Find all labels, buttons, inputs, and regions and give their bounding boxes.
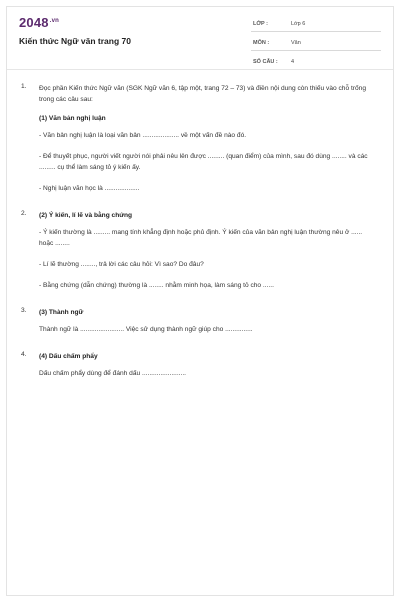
meta-value-class: Lớp 6 <box>291 21 306 27</box>
document-title: Kiến thức Ngữ văn trang 70 <box>19 36 131 46</box>
question-title: (3) Thành ngữ <box>39 309 84 316</box>
site-logo[interactable] <box>19 15 59 30</box>
question-number: 3. <box>21 307 27 314</box>
question-line: Dấu chấm phẩy dùng để đánh dấu ........................ <box>39 370 186 377</box>
question-line: - Ý kiến thường là ......... mang tính khẳng định hoặc phủ định. Ý kiến của văn bản nghị luận thường nêu ở ...... hoặc ........ <box>39 229 363 247</box>
question-line: - Để thuyết phục, người viết người nói phải nêu lên được ......... (quan điểm) của mình, sau đó dùng ........ và các ......... cụ thể làm sáng tỏ ý kiến ấy. <box>39 153 368 171</box>
question-4 <box>7 351 393 379</box>
meta-label-subject: MÔN : <box>253 40 270 46</box>
meta-row-class <box>251 17 381 32</box>
logo-sub: .vn <box>49 17 60 24</box>
question-body <box>39 210 373 291</box>
question-line: - Bằng chứng (dẫn chứng) thường là ........ nhằm minh họa, làm sáng tỏ cho ...... <box>39 282 274 289</box>
question-list <box>7 83 393 395</box>
meta-label-class: LỚP : <box>253 21 268 27</box>
question-number: 4. <box>21 351 27 358</box>
meta-row-subject <box>251 36 381 51</box>
question-line: - Văn bản nghị luận là loại văn bản .................... về một vấn đề nào đó. <box>39 132 247 139</box>
header-divider <box>7 69 393 70</box>
worksheet <box>6 6 394 596</box>
question-title: (1) Văn bản nghị luận <box>39 115 106 122</box>
question-line: - Lí lẽ thường ........, trả lời các câu hỏi: Vì sao? Do đâu? <box>39 261 204 268</box>
question-title: (4) Dấu chấm phẩy <box>39 353 98 360</box>
question-1 <box>7 83 393 194</box>
question-3 <box>7 307 393 335</box>
meta-label-question-count: SỐ CÂU : <box>253 59 278 65</box>
question-title: (2) Ý kiến, lí lẽ và bằng chứng <box>39 212 133 219</box>
meta-panel <box>251 17 381 74</box>
worksheet-header <box>7 7 393 69</box>
meta-row-question-count <box>251 55 381 70</box>
question-intro: Đọc phần Kiến thức Ngữ văn (SGK Ngữ văn 6, tập một, trang 72 – 73) và điền nội dung còn thiếu vào chỗ trống trong các câu sau: <box>39 85 367 103</box>
question-line: - Nghị luận văn học là ................... <box>39 185 140 192</box>
meta-value-question-count: 4 <box>291 59 295 65</box>
meta-value-subject: Văn <box>291 40 301 46</box>
logo-main: 2048 <box>19 15 49 30</box>
question-line: Thành ngữ là ........................ Việc sử dụng thành ngữ giúp cho ............... <box>39 326 253 333</box>
question-2 <box>7 210 393 291</box>
question-number: 1. <box>21 83 27 90</box>
question-body <box>39 307 373 335</box>
question-number: 2. <box>21 210 27 217</box>
question-body <box>39 83 373 194</box>
question-body <box>39 351 373 379</box>
